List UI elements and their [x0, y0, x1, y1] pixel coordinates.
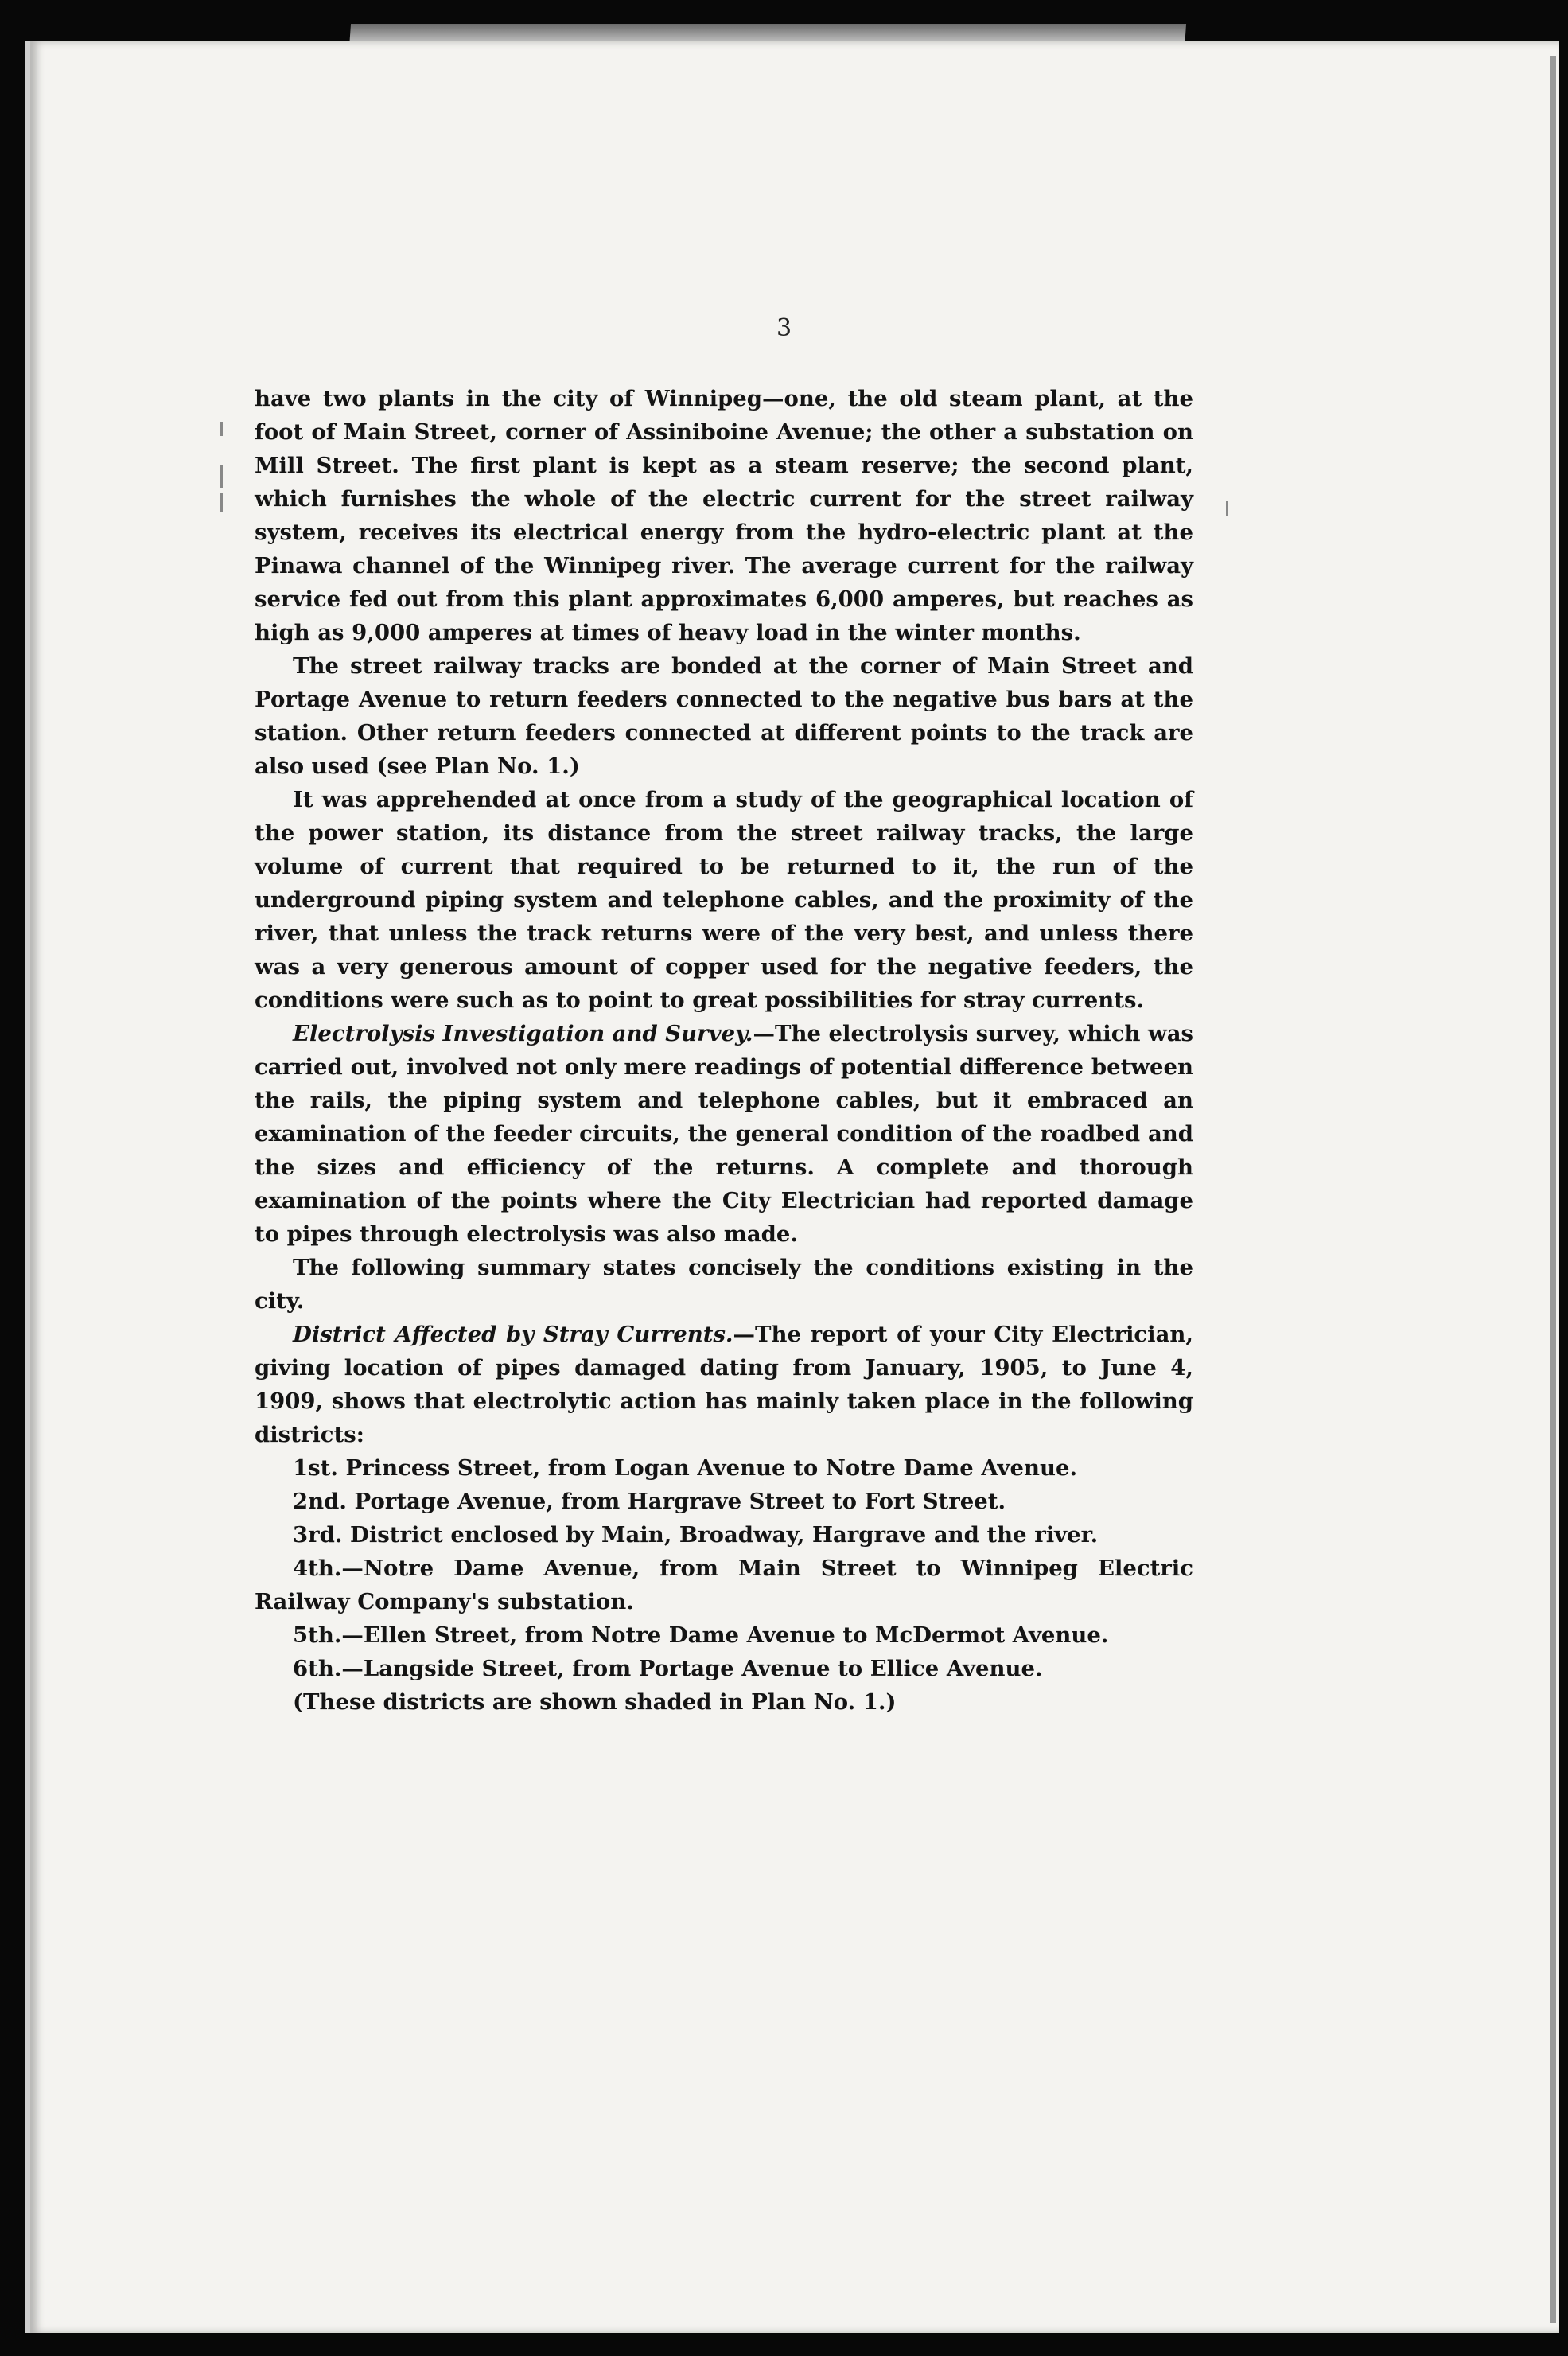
district-item: 6th.—Langside Street, from Portage Avenue to Ellice Avenue.	[293, 1656, 1043, 1681]
district-item: 3rd. District enclosed by Main, Broadway, Hargrave and the river.	[293, 1522, 1099, 1548]
paragraph	[255, 1017, 1193, 1251]
page-number: 3	[776, 314, 792, 342]
paragraph: It was apprehended at once from a study of the geographical location of the power station, its distance from the street railway tracks, the large volume of current that required to be returned to it, the run of the underground piping system and telephone cables, and the proximity of the river, that unless the track returns were of the very best, and unless there was a very generous amount of copper used for the negative feeders, the conditions were such as to point to great possibilities for stray currents.	[255, 787, 1193, 1013]
section-heading: District Affected by Stray Currents.	[293, 1322, 733, 1347]
district-item: 4th.—Notre Dame Avenue, from Main Street to Winnipeg Electric Railway Company's substation.	[255, 1556, 1193, 1614]
district-item: 1st. Princess Street, from Logan Avenue to Notre Dame Avenue.	[293, 1455, 1078, 1481]
district-item: 2nd. Portage Avenue, from Hargrave Street to Fort Street.	[293, 1489, 1006, 1514]
paragraph-text: —The report of your City Electrician, giving location of pipes damaged dating from January, 1905, to June 4, 1909, shows that electrolytic action has mainly taken place in the following districts:	[255, 1322, 1193, 1447]
paragraph	[255, 1318, 1193, 1451]
section-heading: Electrolysis Investigation and Survey.	[293, 1021, 753, 1046]
paragraph-text: —The electrolysis survey, which was carried out, involved not only mere readings of potential difference between the rails, the piping system and telephone cables, but it embraced an examination of the feeder circuits, the general condition of the roadbed and the sizes and efficiency of the returns. A complete and thorough examination of the points where the City Electrician had reported damage to pipes through electrolysis was also made.	[255, 1021, 1193, 1247]
closing-note: (These districts are shown shaded in Plan No. 1.)	[293, 1689, 897, 1715]
paragraph: The street railway tracks are bonded at the corner of Main Street and Portage Avenue to return feeders connected to the negative bus bars at the station. Other return feeders connected at different points to the track are also used (see Plan No. 1.)	[255, 653, 1193, 779]
paragraph: have two plants in the city of Winnipeg—one, the old steam plant, at the foot of Main Street, corner of Assiniboine Avenue; the other a substation on Mill Street. The first plant is kept as a steam reserve; the second plant, which furnishes the whole of the electric current for the street railway system, receives its electrical energy from the hydro-electric plant at the Pinawa channel of the Winnipeg river. The average current for the railway service fed out from this plant approximates 6,000 amperes, but reaches as high as 9,000 amperes at times of heavy load in the winter months.	[255, 386, 1193, 645]
margin-mark	[220, 465, 223, 488]
margin-mark	[220, 422, 223, 436]
page-edge	[1550, 56, 1556, 2323]
body-text	[255, 382, 1193, 1719]
margin-mark	[220, 493, 223, 512]
paragraph: The following summary states concisely the conditions existing in the city.	[255, 1255, 1193, 1314]
margin-mark	[1226, 501, 1228, 516]
district-item: 5th.—Ellen Street, from Notre Dame Avenue to McDermot Avenue.	[293, 1622, 1109, 1648]
